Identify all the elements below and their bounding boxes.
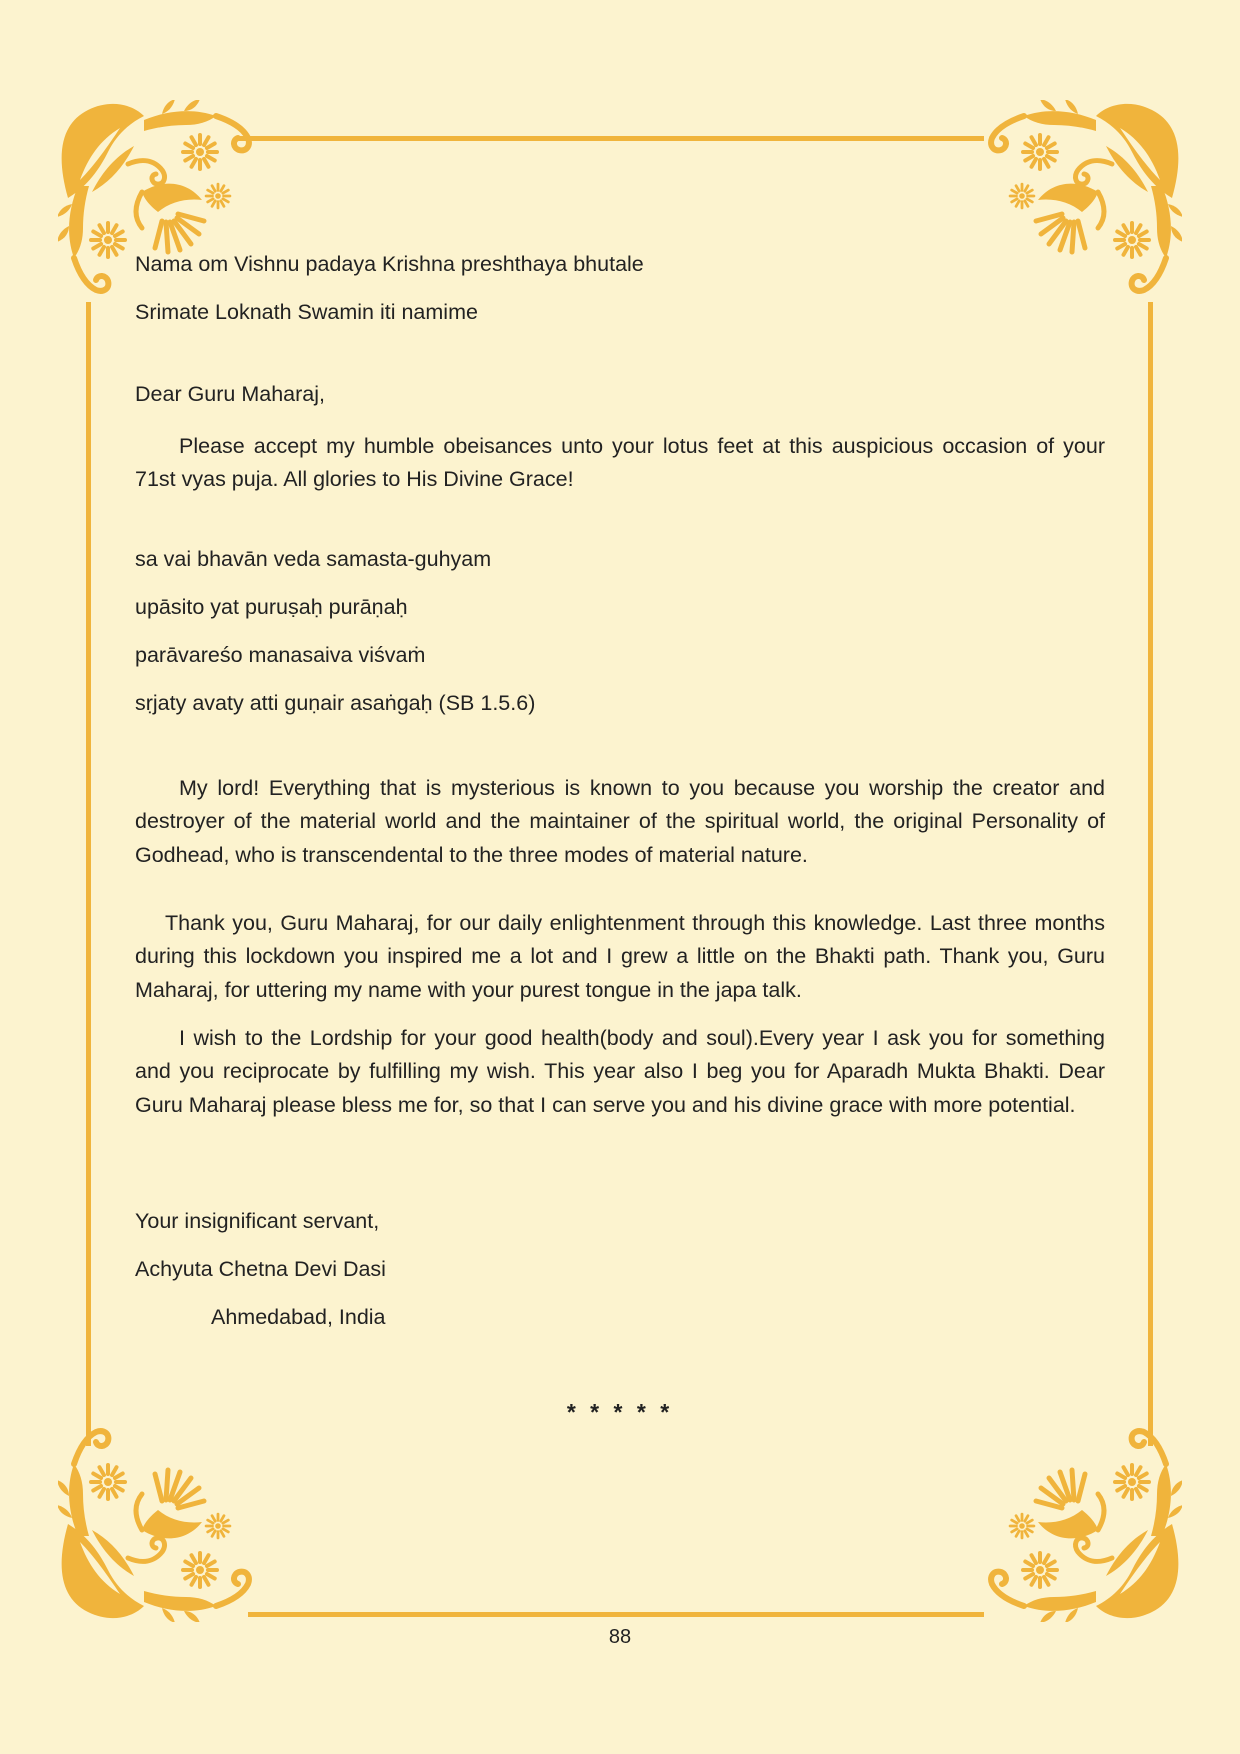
- verse-line-4: sṛjaty avaty atti guṇair asaṅgaḥ (SB 1.5.6): [135, 691, 536, 715]
- corner-floral-ornament-top-left: [58, 100, 258, 320]
- signature-line: Achyuta Chetna Devi Dasi: [135, 1257, 386, 1281]
- corner-floral-ornament-top-right: [982, 100, 1182, 320]
- body-paragraph-1: My lord! Everything that is mysterious is known to you because you worship the creator and destroyer of the material world and the maintainer of the spiritual world, the original Personality of Godhead, who is transcendental to the three modes of material nature.: [135, 776, 1105, 867]
- body-paragraph-3: I wish to the Lordship for your good health(body and soul).Every year I ask you for something and you reciprocate by fulfilling my wish. This year also I beg you for Aparadh Mukta Bhakti. Dear Guru Maharaj please bless me for, so that I can serve you and his divine grace with more potential.: [135, 1026, 1105, 1117]
- invocation-line-2: Srimate Loknath Swamin iti namime: [135, 300, 478, 324]
- corner-floral-ornament-bottom-left: [58, 1402, 258, 1622]
- frame-border-bottom: [248, 1612, 984, 1617]
- invocation-line-1: Nama om Vishnu padaya Krishna preshthaya bhutale: [135, 252, 644, 276]
- frame-border-right: [1148, 302, 1153, 1446]
- body-paragraph-2: Thank you, Guru Maharaj, for our daily enlightenment through this knowledge. Last three months during this lockdown you inspired me a lot and I grew a little on the Bhakti path. Thank you, Guru Maharaj, for uttering my name with your purest tongue in the japa talk.: [135, 911, 1105, 1002]
- verse-line-3: parāvareśo manasaiva viśvaṁ: [135, 643, 426, 667]
- page-number: 88: [608, 1626, 632, 1648]
- location-line: Ahmedabad, India: [211, 1305, 386, 1329]
- opening-paragraph: Please accept my humble obeisances unto your lotus feet at this auspicious occasion of your 71st vyas puja. All glories to His Divine Grace!: [135, 434, 1105, 492]
- separator-stars: * * * * *: [566, 1399, 674, 1425]
- salutation: Dear Guru Maharaj,: [135, 382, 325, 406]
- frame-border-left: [86, 302, 91, 1446]
- corner-floral-ornament-bottom-right: [982, 1402, 1182, 1622]
- closing-line: Your insignificant servant,: [135, 1209, 380, 1233]
- verse-line-1: sa vai bhavān veda samasta-guhyam: [135, 547, 492, 571]
- verse-line-2: upāsito yat puruṣaḥ purāṇaḥ: [135, 595, 408, 619]
- frame-border-top: [238, 136, 984, 141]
